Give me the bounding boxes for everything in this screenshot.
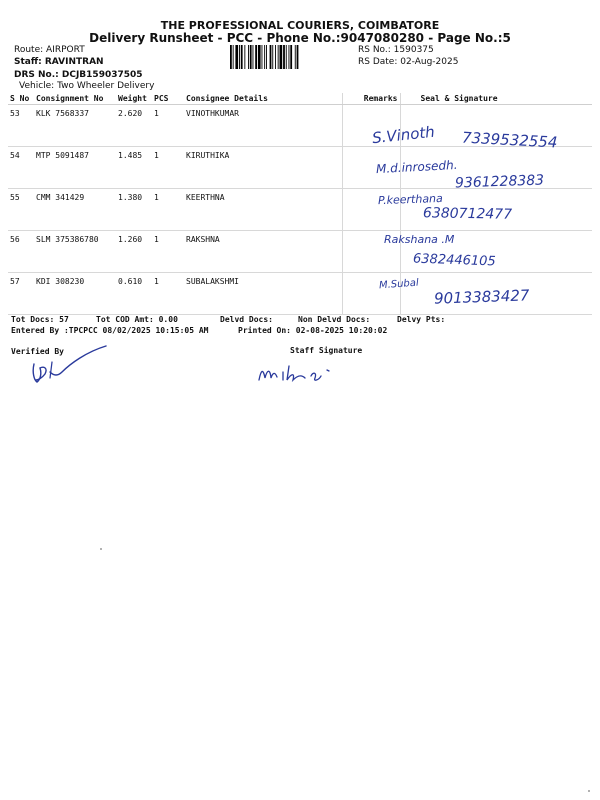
row-consignment: KLK 7568337 <box>34 105 116 147</box>
staff-signature-label: Staff Signature <box>290 346 363 355</box>
handwritten-phone: 6380712477 <box>422 205 513 223</box>
handwritten-name: S.Vinoth <box>371 122 436 148</box>
col-weight: Weight <box>116 93 152 105</box>
scan-speck <box>100 548 102 550</box>
handwritten-name: M.Subal <box>378 277 420 292</box>
row-consignment: KDI 308230 <box>34 273 116 315</box>
verified-by-label: Verified By <box>11 347 64 356</box>
row-sno: 55 <box>8 189 34 231</box>
row-consignee: RAKSHNA <box>184 231 342 273</box>
row-sno: 53 <box>8 105 34 147</box>
row-weight: 1.485 <box>116 147 152 189</box>
total-docs: Tot Docs: 57 <box>11 315 69 324</box>
route-label: Route: AIRPORT <box>14 45 85 55</box>
runsheet-table <box>8 93 592 315</box>
verifier-signature <box>28 344 112 386</box>
vehicle-label: Vehicle: Two Wheeler Delivery <box>19 81 155 91</box>
row-consignment: SLM 375386780 <box>34 231 116 273</box>
col-signature: Seal & Signature <box>400 93 592 105</box>
row-sno: 57 <box>8 273 34 315</box>
col-consignment: Consignment No <box>34 93 116 105</box>
table-header-row <box>8 93 592 105</box>
company-title: THE PROFESSIONAL COURIERS, COIMBATORE <box>160 19 440 32</box>
row-consignment: CMM 341429 <box>34 189 116 231</box>
runsheet-title: Delivery Runsheet - PCC - Phone No.:9047080280 - Page No.:5 <box>89 31 511 45</box>
table-row <box>8 231 592 273</box>
row-consignee: VINOTHKUMAR <box>184 105 342 147</box>
row-weight: 1.380 <box>116 189 152 231</box>
col-consignee: Consignee Details <box>184 93 342 105</box>
row-weight: 1.260 <box>116 231 152 273</box>
staff-signature <box>255 358 345 388</box>
col-pcs: PCS <box>152 93 184 105</box>
row-consignment: MTP 5091487 <box>34 147 116 189</box>
handwritten-phone: 9013383427 <box>433 286 530 308</box>
delivered-docs: Delvd Docs: <box>220 315 273 324</box>
handwritten-phone: 9361228383 <box>454 172 545 192</box>
row-pcs: 1 <box>152 189 184 231</box>
rs-number: RS No.: 1590375 <box>358 45 434 55</box>
non-delivered-docs: Non Delvd Docs: <box>298 315 371 324</box>
handwritten-name: Rakshana .M <box>384 233 455 246</box>
row-consignee: KIRUTHIKA <box>184 147 342 189</box>
rs-date: RS Date: 02-Aug-2025 <box>358 57 459 67</box>
row-pcs: 1 <box>152 147 184 189</box>
col-remarks: Remarks <box>342 93 400 105</box>
row-weight: 2.620 <box>116 105 152 147</box>
delivery-points: Delvy Pts: <box>397 315 446 324</box>
scan-speck <box>588 790 590 792</box>
handwritten-name: M.d.inrosedh. <box>375 157 458 177</box>
barcode <box>230 45 350 69</box>
row-pcs: 1 <box>152 231 184 273</box>
row-consignee: KEERTHNA <box>184 189 342 231</box>
drs-number: DRS No.: DCJB159037505 <box>14 70 143 80</box>
col-sno: S No <box>8 93 34 105</box>
row-pcs: 1 <box>152 273 184 315</box>
printed-on: Printed On: 02-08-2025 10:20:02 <box>238 326 388 335</box>
staff-label: Staff: RAVINTRAN <box>14 57 104 67</box>
row-pcs: 1 <box>152 105 184 147</box>
handwritten-phone: 7339532554 <box>461 128 558 152</box>
row-sno: 54 <box>8 147 34 189</box>
row-consignee: SUBALAKSHMI <box>184 273 342 315</box>
row-sno: 56 <box>8 231 34 273</box>
handwritten-name: P.keerthana <box>377 191 443 208</box>
entered-by: Entered By :TPCPCC 08/02/2025 10:15:05 AM <box>11 326 209 335</box>
total-cod-amount: Tot COD Amt: 0.00 <box>96 315 178 324</box>
handwritten-phone: 6382446105 <box>412 251 496 270</box>
row-weight: 0.610 <box>116 273 152 315</box>
